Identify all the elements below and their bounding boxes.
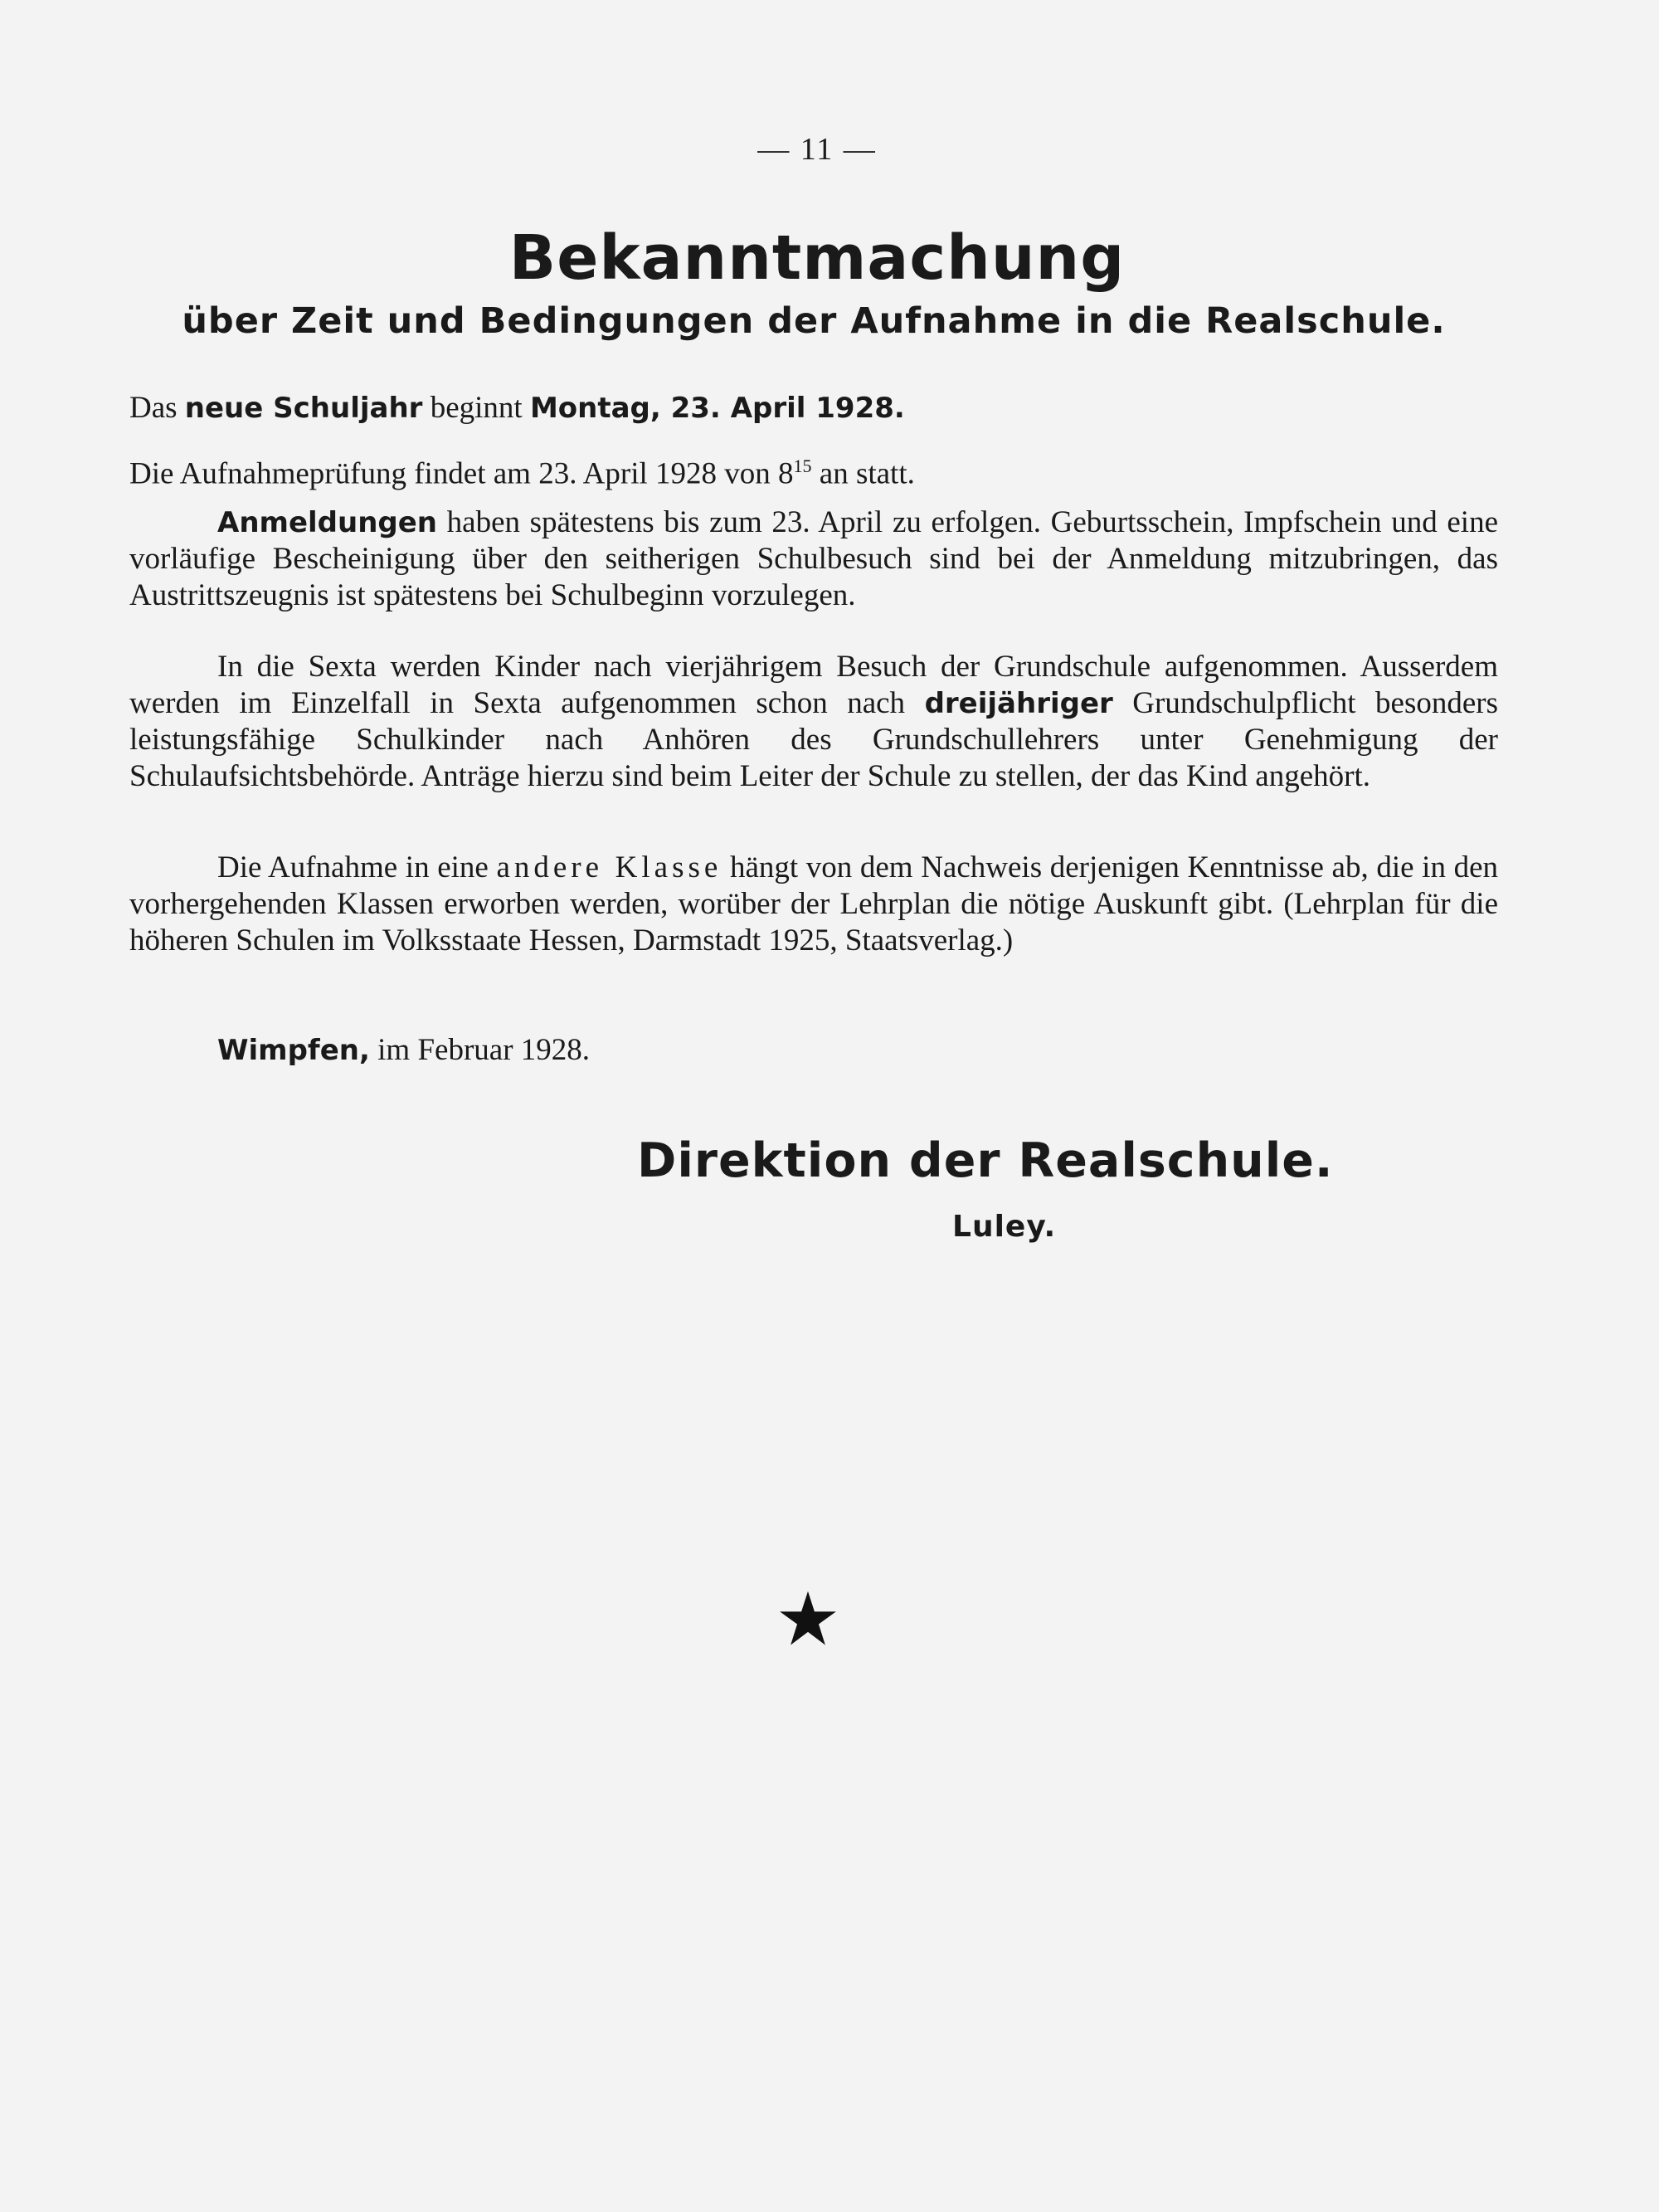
page-number: — 11 —: [757, 132, 877, 167]
bold-text: Wimpfen,: [217, 1034, 370, 1067]
text: Die Aufnahmeprüfung findet am 23. April 1928 von 8: [129, 456, 794, 491]
bold-text: Montag, 23. April 1928.: [529, 392, 905, 425]
bold-text: Anmeldungen: [217, 506, 438, 539]
text: Die Aufnahme in eine: [217, 850, 497, 884]
text: im Februar 1928.: [369, 1033, 591, 1067]
paragraph-registration: [129, 504, 1498, 614]
paragraph-other-class: [129, 850, 1498, 959]
text: hängt von dem Nachweis derjenigen Kenntnisse ab, die in den vorhergehenden Klassen erworben werden, worüber der Lehrplan die nötige Auskunft gibt. (Lehrplan für die höheren Schulen im Volksstaate Hessen, Darmstadt 1925, Staatsverlag.): [129, 850, 1498, 957]
dateline: [129, 1032, 1498, 1069]
text: In die Sexta werden Kinder nach vierjährigem Besuch der Grundschule aufgenommen. Ausserdem werden im Einzelfall in Sexta aufgenommen schon nach: [129, 650, 1498, 720]
paragraph-school-year: [129, 390, 1498, 426]
bold-text: dreijähriger: [924, 687, 1113, 720]
text: haben spätestens bis zum 23. April zu erfolgen. Geburtsschein, Impfschein und eine vorläufige Bescheinigung über den seitherigen Schulbesuch sind bei der Anmeldung mitzubringen, das Austrittszeugnis ist spätestens bei Schulbeginn vorzulegen.: [129, 505, 1498, 612]
text: beginnt: [422, 391, 530, 425]
text: an statt.: [811, 456, 915, 491]
spaced-text: andere Klasse: [496, 850, 722, 884]
bold-text: neue Schuljahr: [184, 392, 423, 425]
text: Das: [129, 391, 185, 425]
signature-office: Direktion der Realschule.: [637, 1133, 1334, 1188]
page-title: Bekanntmachung: [508, 222, 1126, 294]
star-icon: [778, 1589, 838, 1649]
signature-name: Luley.: [952, 1210, 1057, 1244]
superscript: 15: [793, 456, 812, 476]
text: Grundschulpflicht besonders leistungsfähige Schulkinder nach Anhören des Grundschullehrers unter Genehmigung der Schulaufsichtsbehörde. Anträge hierzu sind beim Leiter der Schule zu stellen, der das Kind angehört.: [129, 686, 1498, 793]
paragraph-sexta: [129, 649, 1498, 795]
paragraph-exam: [129, 448, 1498, 492]
page-subtitle: über Zeit und Bedingungen der Aufnahme in die Realschule.: [182, 300, 1446, 342]
